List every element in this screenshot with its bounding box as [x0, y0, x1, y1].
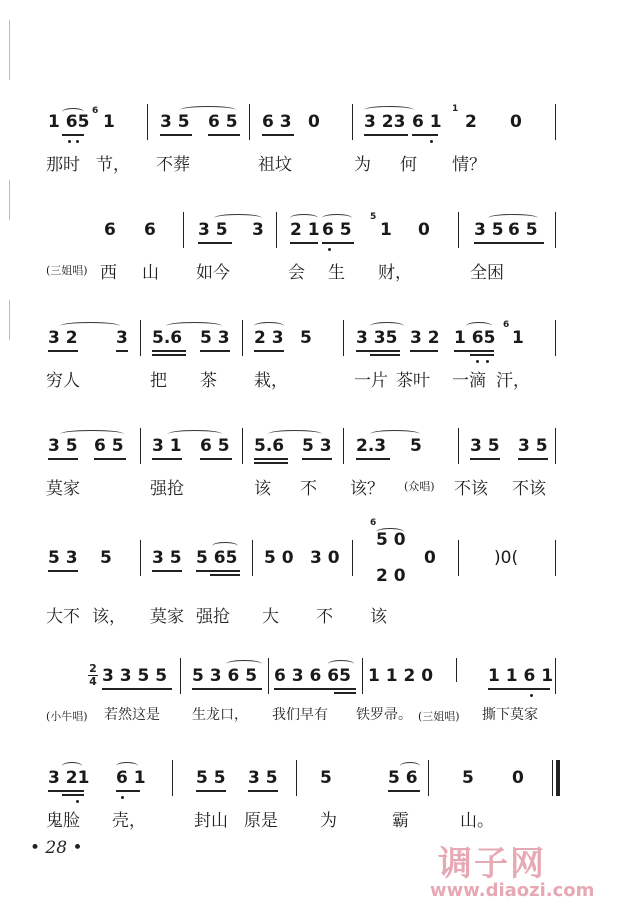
lyric: 鬼脸 — [46, 811, 80, 831]
note-group: 5 3 — [48, 548, 78, 568]
note-group: 1 1 2 0 — [368, 666, 434, 686]
bar-line — [456, 658, 457, 682]
grace-note: 1 — [452, 104, 459, 114]
note-group: 2.3 — [356, 436, 387, 456]
bar-line — [172, 760, 173, 796]
bar-line — [343, 428, 344, 464]
underline — [290, 242, 318, 244]
slur — [322, 214, 352, 222]
bar-line — [555, 212, 556, 248]
note-group: 5 — [320, 768, 332, 788]
note-group: 0 — [418, 220, 430, 240]
lyric: 不葬 — [156, 155, 190, 175]
note-group: 5 3 — [302, 436, 332, 456]
low-dot — [121, 796, 124, 799]
note-group: 3 0 — [310, 548, 340, 568]
lyric: (众唱) — [404, 480, 435, 493]
lyric: 栽， — [254, 371, 288, 391]
note-group: 5 3 6 5 — [192, 666, 258, 686]
slur — [168, 430, 222, 438]
underline — [334, 688, 356, 690]
slur — [214, 214, 262, 222]
underline — [200, 350, 230, 352]
time-signature-top: 2 — [89, 662, 97, 675]
slur — [370, 430, 420, 438]
bar-line — [252, 540, 253, 576]
slur — [116, 762, 138, 770]
note-group: 3 5 — [474, 220, 504, 240]
lyric: 山。 — [460, 811, 494, 831]
grace-note: 6 — [503, 320, 510, 330]
lyric: 情？ — [452, 155, 486, 175]
lyric: (三姐唱) — [46, 264, 88, 277]
lyric: 何 — [400, 155, 417, 175]
lyric: 莫家 — [150, 607, 184, 627]
watermark-title: 调子网 — [438, 844, 546, 884]
note-group: 6 5 — [208, 112, 238, 132]
lyric: 山 — [142, 263, 159, 283]
note-group: 0 — [308, 112, 320, 132]
lyric: 莫家 — [46, 479, 80, 499]
slur — [62, 762, 82, 770]
note-group: 3 2 — [48, 328, 78, 348]
note-group: 6 1 — [412, 112, 442, 132]
note-group: 6 3 — [262, 112, 292, 132]
note-group: 5 0 — [376, 530, 406, 550]
low-dot — [430, 140, 433, 143]
time-signature — [88, 664, 98, 687]
low-dot — [530, 694, 533, 697]
lyric: 强抢 — [150, 479, 184, 499]
note-group: 1 65 — [48, 112, 90, 132]
underline — [152, 350, 186, 352]
note-group: 2 3 — [254, 328, 284, 348]
low-dot — [328, 248, 331, 251]
underline — [262, 134, 294, 136]
slur — [62, 108, 84, 116]
note-group: 6 — [144, 220, 156, 240]
slur — [466, 322, 492, 330]
bar-line — [268, 658, 269, 694]
low-dot — [76, 140, 79, 143]
lyric: 不该 — [454, 479, 488, 499]
underline — [198, 242, 232, 244]
underline — [356, 458, 390, 460]
note-group: 3 5 — [48, 436, 78, 456]
bar-line — [140, 540, 141, 576]
underline — [62, 134, 84, 136]
time-signature-bottom: 4 — [89, 675, 97, 688]
note-group: 5.6 — [254, 436, 285, 456]
note-group: 3 — [116, 328, 128, 348]
lyric: 强抢 — [196, 607, 230, 627]
bar-line — [147, 104, 148, 140]
lyric: 为 — [354, 155, 371, 175]
lyric: 穷人 — [46, 371, 80, 391]
underline — [388, 790, 420, 792]
note-group: 0 — [424, 548, 436, 568]
low-dot — [68, 140, 71, 143]
lyric: 一滴 — [452, 371, 486, 391]
underline — [364, 134, 408, 136]
underline — [210, 570, 240, 572]
note-group: 1 1 6 1 — [488, 666, 554, 686]
underline — [200, 458, 232, 460]
bar-line — [276, 212, 277, 248]
slur — [180, 106, 236, 114]
note-group: 6 5 — [94, 436, 124, 456]
bar-line — [343, 320, 344, 356]
note-group: 6 5 — [322, 220, 352, 240]
lyric: 该？ — [350, 479, 384, 499]
note-group: 5 0 — [264, 548, 294, 568]
bar-line — [458, 540, 459, 576]
note-group: 6 3 6 65 — [274, 666, 351, 686]
underline — [116, 790, 140, 792]
slur — [328, 660, 354, 668]
bar-line — [352, 540, 353, 576]
underline — [116, 350, 128, 352]
note-group: 3 35 — [356, 328, 398, 348]
lyric: (三姐唱) — [418, 710, 460, 723]
note-group: 3 5 — [198, 220, 228, 240]
underline — [254, 350, 284, 352]
lyric: 财， — [378, 263, 412, 283]
underline — [302, 458, 332, 460]
underline — [94, 458, 126, 460]
note-group: 5.6 — [152, 328, 183, 348]
low-dot — [76, 800, 79, 803]
lyric: 茶 — [200, 371, 217, 391]
note-group: 1 — [380, 220, 392, 240]
margin-line — [9, 20, 10, 80]
bar-line — [552, 760, 553, 796]
bar-line — [352, 104, 353, 140]
lyric: 汗， — [496, 371, 530, 391]
underline — [192, 688, 262, 690]
note-group: 3 21 — [48, 768, 90, 788]
slur — [226, 660, 262, 668]
bar-line — [555, 658, 556, 694]
underline — [48, 350, 78, 352]
bar-line — [296, 760, 297, 796]
slur — [290, 214, 318, 222]
note-group: 3 5 — [470, 436, 500, 456]
underline — [62, 790, 84, 792]
lyric: 原是 — [244, 811, 278, 831]
note-group: 5 6 — [388, 768, 418, 788]
lyric: 若然这是 — [104, 707, 160, 723]
slur — [254, 322, 284, 330]
lyric: 不 — [316, 607, 333, 627]
lyric: 该， — [92, 607, 126, 627]
note-group: 3 1 — [152, 436, 182, 456]
note-group: 0 — [510, 112, 522, 132]
slur — [212, 542, 238, 550]
underline — [152, 570, 182, 572]
lyric: 该 — [254, 479, 271, 499]
slur — [166, 322, 222, 330]
note-group: 5 3 — [200, 328, 230, 348]
note-group: 3 5 — [160, 112, 190, 132]
note-group: 3 3 5 5 — [102, 666, 168, 686]
grace-note: 6 — [92, 106, 99, 116]
note-group: 6 — [104, 220, 116, 240]
lyric: 生 — [328, 263, 345, 283]
bar-line — [140, 428, 141, 464]
lyric: 把 — [150, 371, 167, 391]
lyric: 封山 — [194, 811, 228, 831]
bar-line — [249, 104, 250, 140]
underline — [102, 688, 172, 690]
lyric: 全困 — [470, 263, 504, 283]
note-group: 3 23 — [364, 112, 406, 132]
lyric: 我们早有 — [272, 707, 328, 723]
low-dot — [486, 360, 489, 363]
slur — [370, 322, 404, 330]
note-group: 3 5 — [152, 548, 182, 568]
note-group: 5 — [462, 768, 474, 788]
underline — [160, 134, 192, 136]
lyric: 铁罗帚。 — [356, 707, 412, 723]
underline — [48, 570, 78, 572]
note-group: 5 — [410, 436, 422, 456]
bar-line — [555, 104, 556, 140]
final-bar-line — [556, 760, 560, 796]
note-group: 6 1 — [116, 768, 146, 788]
slur — [488, 214, 538, 222]
note-group: 2 1 — [290, 220, 320, 240]
bar-line — [242, 320, 243, 356]
bar-line — [458, 212, 459, 248]
lyric: 为 — [320, 811, 337, 831]
lyric: 大 — [262, 607, 279, 627]
note-group: 3 — [252, 220, 264, 240]
slur — [60, 322, 120, 330]
underline — [322, 242, 354, 244]
underline — [518, 458, 548, 460]
underline — [370, 350, 400, 352]
note-group: )0( — [494, 548, 519, 568]
lyric: 节， — [96, 155, 130, 175]
note-group: 2 0 — [376, 566, 406, 586]
bar-line — [140, 320, 141, 356]
bar-line — [555, 320, 556, 356]
margin-line — [9, 300, 10, 340]
underline — [470, 350, 494, 352]
lyric: 一片 — [354, 371, 388, 391]
note-group: 3 5 — [518, 436, 548, 456]
note-group: 5 5 — [196, 768, 226, 788]
margin-line — [9, 180, 10, 220]
grace-note: 6 — [370, 518, 377, 528]
grace-note: 5 — [370, 212, 377, 222]
lyric: 西 — [100, 263, 117, 283]
underline — [254, 458, 288, 460]
bar-line — [428, 760, 429, 796]
lyric: 该 — [370, 607, 387, 627]
note-group: 6 5 — [200, 436, 230, 456]
underline — [474, 242, 544, 244]
underline — [196, 790, 226, 792]
underline — [48, 458, 78, 460]
lyric: 祖坟 — [258, 155, 292, 175]
bar-line — [458, 428, 459, 464]
underline — [208, 134, 240, 136]
slur — [376, 528, 404, 536]
lyric: 如今 — [196, 263, 230, 283]
lyric: 生龙口， — [192, 707, 248, 723]
note-group: 3 5 — [248, 768, 278, 788]
bar-line — [183, 212, 184, 248]
watermark-url: www.diaozi.com — [430, 880, 595, 901]
note-group: 5 65 — [196, 548, 238, 568]
underline — [412, 134, 438, 136]
lyric: 不 — [300, 479, 317, 499]
slur — [400, 762, 420, 770]
bar-line — [555, 540, 556, 576]
note-group: 1 — [512, 328, 524, 348]
bar-line — [180, 658, 181, 694]
bar-line — [242, 428, 243, 464]
lyric: 大不 — [46, 607, 80, 627]
page-number: • 28 • — [30, 838, 83, 858]
lyric: (小牛唱) — [46, 710, 88, 723]
lyric: 茶叶 — [396, 371, 430, 391]
note-group: 3 2 — [410, 328, 440, 348]
slur — [268, 430, 322, 438]
note-group: 6 5 — [508, 220, 538, 240]
low-dot — [476, 360, 479, 363]
underline — [410, 350, 438, 352]
note-group: 1 65 — [454, 328, 496, 348]
slur — [60, 430, 124, 438]
lyric: 不该 — [512, 479, 546, 499]
lyric: 壳， — [112, 811, 146, 831]
lyric: 那时 — [46, 155, 80, 175]
underline — [248, 790, 278, 792]
underline — [488, 688, 550, 690]
slur — [364, 106, 414, 114]
note-group: 5 — [100, 548, 112, 568]
lyric: 霸 — [392, 811, 409, 831]
underline — [152, 458, 182, 460]
bar-line — [362, 658, 363, 694]
note-group: 5 — [300, 328, 312, 348]
note-group: 2 — [465, 112, 477, 132]
underline — [470, 458, 500, 460]
bar-line — [555, 428, 556, 464]
note-group: 1 — [103, 112, 115, 132]
lyric: 撕下莫家 — [482, 707, 538, 723]
note-group: 0 — [512, 768, 524, 788]
lyric: 会 — [288, 263, 305, 283]
